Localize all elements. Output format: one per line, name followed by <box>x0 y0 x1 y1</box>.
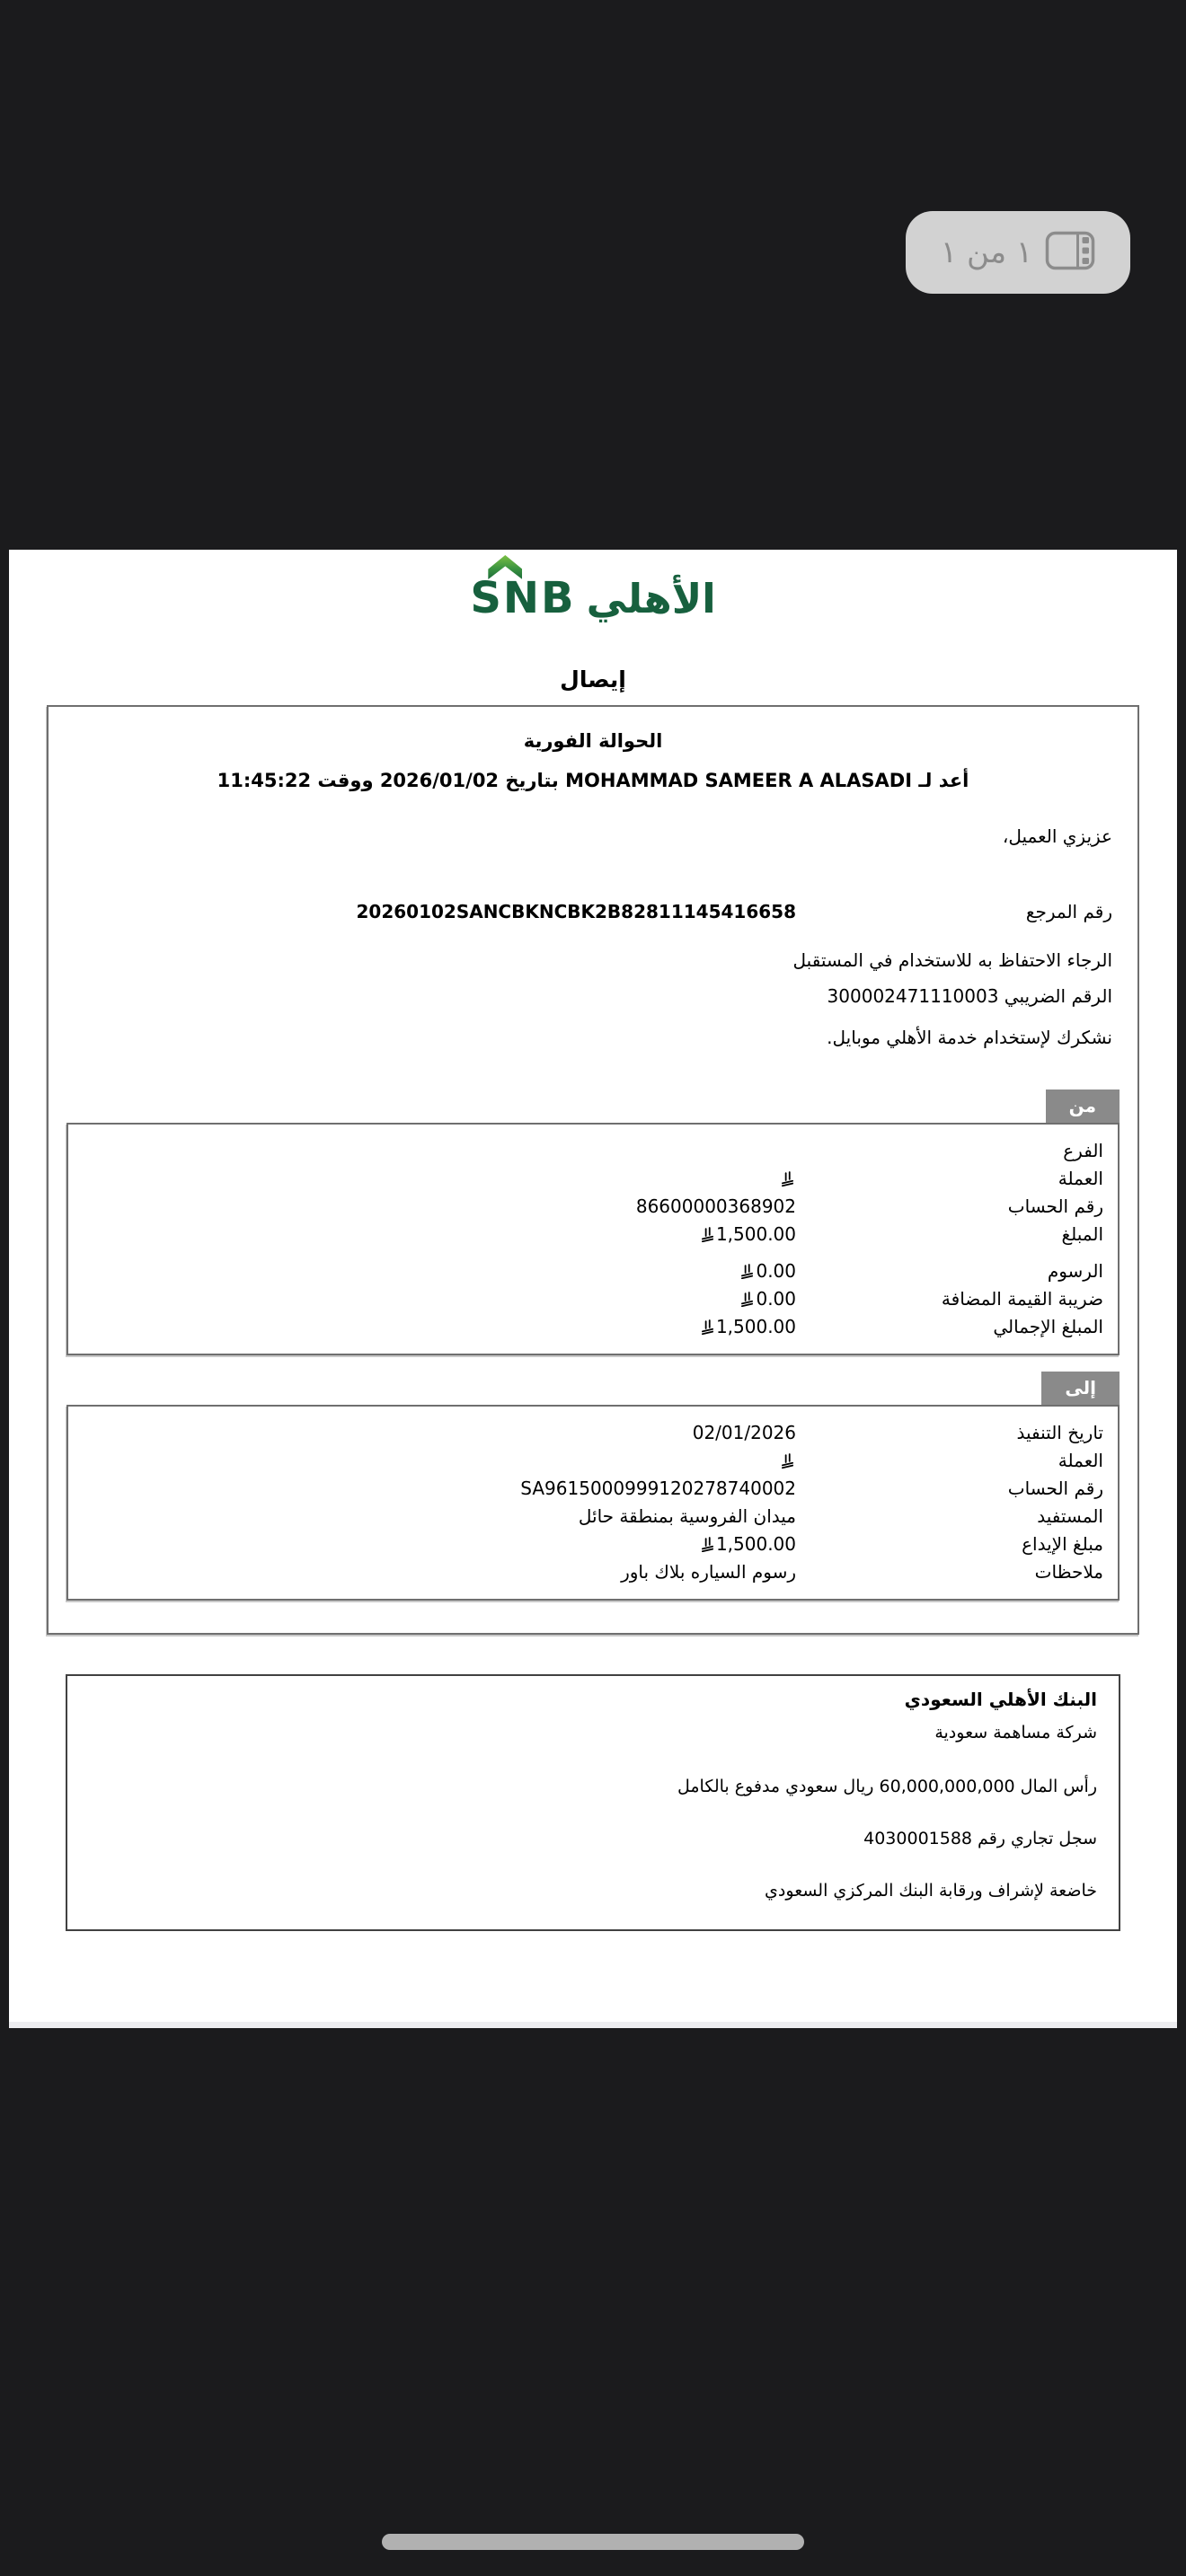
reference-number-label: رقم المرجع <box>1025 901 1112 922</box>
row-value: 86600000368902 <box>635 1195 796 1217</box>
table-row-amount <box>68 1221 1118 1248</box>
table-row-account <box>68 1193 1118 1221</box>
tax-number-line: الرقم الضريبي 300002471110003 <box>827 985 1112 1007</box>
row-label: تاريخ التنفيذ <box>1016 1422 1103 1443</box>
row-label: العملة <box>1058 1450 1103 1471</box>
table-row-execution-date <box>68 1419 1118 1447</box>
receipt-document-page <box>9 550 1177 2028</box>
row-label: ضريبة القيمة المضافة <box>941 1288 1103 1310</box>
table-row-deposit-amount <box>68 1531 1118 1558</box>
row-value: رسوم السياره بلاك باور <box>621 1561 796 1583</box>
table-row-beneficiary <box>68 1503 1118 1531</box>
table-row-notes <box>68 1558 1118 1586</box>
page-indicator-pill[interactable] <box>906 211 1130 294</box>
bank-name: البنك الأهلي السعودي <box>904 1689 1097 1710</box>
prepared-for-line: أعد لـ MOHAMMAD SAMEER A ALASADI بتاريخ 2026/01/02 ووقت 11:45:22 <box>217 770 969 791</box>
row-value: 1,500.00 <box>715 1316 796 1337</box>
row-value: 02/01/2026 <box>692 1422 796 1443</box>
page-thumbnails-icon <box>1045 231 1095 274</box>
row-label: رقم الحساب <box>1007 1478 1103 1499</box>
row-label: المبلغ الإجمالي <box>993 1316 1103 1337</box>
home-indicator[interactable] <box>382 2534 804 2550</box>
bank-capital-line: رأس المال 60,000,000,000 ريال سعودي مدفوع بالكامل <box>677 1777 1097 1796</box>
to-section-box <box>66 1405 1120 1601</box>
sar-currency-icon <box>781 1453 794 1469</box>
row-label: العملة <box>1058 1168 1103 1189</box>
bank-supervision-line: خاضعة لإشراف ورقابة البنك المركزي السعودي <box>765 1881 1097 1901</box>
sar-currency-icon <box>701 1227 714 1242</box>
sar-currency-icon <box>740 1292 754 1307</box>
row-value: 0.00 <box>756 1260 796 1282</box>
table-row-branch <box>68 1137 1118 1165</box>
row-label: الفرع <box>1063 1140 1103 1161</box>
table-row-fees <box>68 1257 1118 1285</box>
snb-logo-arabic: الأهلي <box>586 574 716 622</box>
reference-number-row <box>49 901 1137 926</box>
bank-registration-line: سجل تجاري رقم 4030001588 <box>863 1829 1097 1848</box>
row-label: المستفيد <box>1037 1505 1103 1527</box>
from-section-tab-row <box>49 1090 1137 1123</box>
reference-number-value: 20260102SANCBKNCBK2B82811145416658 <box>356 901 796 922</box>
sar-currency-icon <box>781 1171 794 1187</box>
row-value: 0.00 <box>756 1288 796 1310</box>
to-section-tab-row <box>49 1372 1137 1405</box>
document-title: إيصال <box>560 666 626 693</box>
from-section-box <box>66 1123 1120 1355</box>
from-section-tab: من <box>1046 1090 1120 1123</box>
table-row-currency <box>68 1447 1118 1475</box>
table-row-currency <box>68 1165 1118 1193</box>
table-row-iban <box>68 1475 1118 1503</box>
to-section-tab: إلى <box>1041 1372 1120 1405</box>
row-value: 1,500.00 <box>715 1223 796 1245</box>
keep-for-future-note: الرجاء الاحتفاظ به للاستخدام في المستقبل <box>792 949 1112 971</box>
sar-currency-icon <box>701 1319 714 1335</box>
thanks-line: نشكرك لإستخدام خدمة الأهلي موبايل. <box>827 1027 1112 1048</box>
row-label: المبلغ <box>1061 1223 1103 1245</box>
page-count-label: ١ من ١ <box>940 234 1033 270</box>
sar-currency-icon <box>701 1537 714 1552</box>
receipt-frame <box>47 705 1139 1635</box>
table-row-vat <box>68 1285 1118 1313</box>
customer-greeting: عزيزي العميل، <box>1002 825 1112 847</box>
table-row-total <box>68 1313 1118 1341</box>
row-label: ملاحظات <box>1034 1561 1103 1583</box>
sar-currency-icon <box>740 1264 754 1279</box>
row-label: رقم الحساب <box>1007 1195 1103 1217</box>
bank-footer-box <box>66 1674 1120 1931</box>
transfer-type-heading: الحوالة الفورية <box>523 730 663 752</box>
row-value: ميدان الفروسية بمنطقة حائل <box>578 1505 796 1527</box>
row-value: 1,500.00 <box>715 1533 796 1555</box>
snb-logo-latin: SNB <box>470 573 576 623</box>
row-value: SA9615000999120278740002 <box>520 1478 796 1499</box>
row-label: الرسوم <box>1047 1260 1103 1282</box>
row-label: مبلغ الإيداع <box>1022 1533 1103 1555</box>
bank-logo <box>9 550 1177 665</box>
bank-company-type: شركة مساهمة سعودية <box>934 1723 1097 1742</box>
